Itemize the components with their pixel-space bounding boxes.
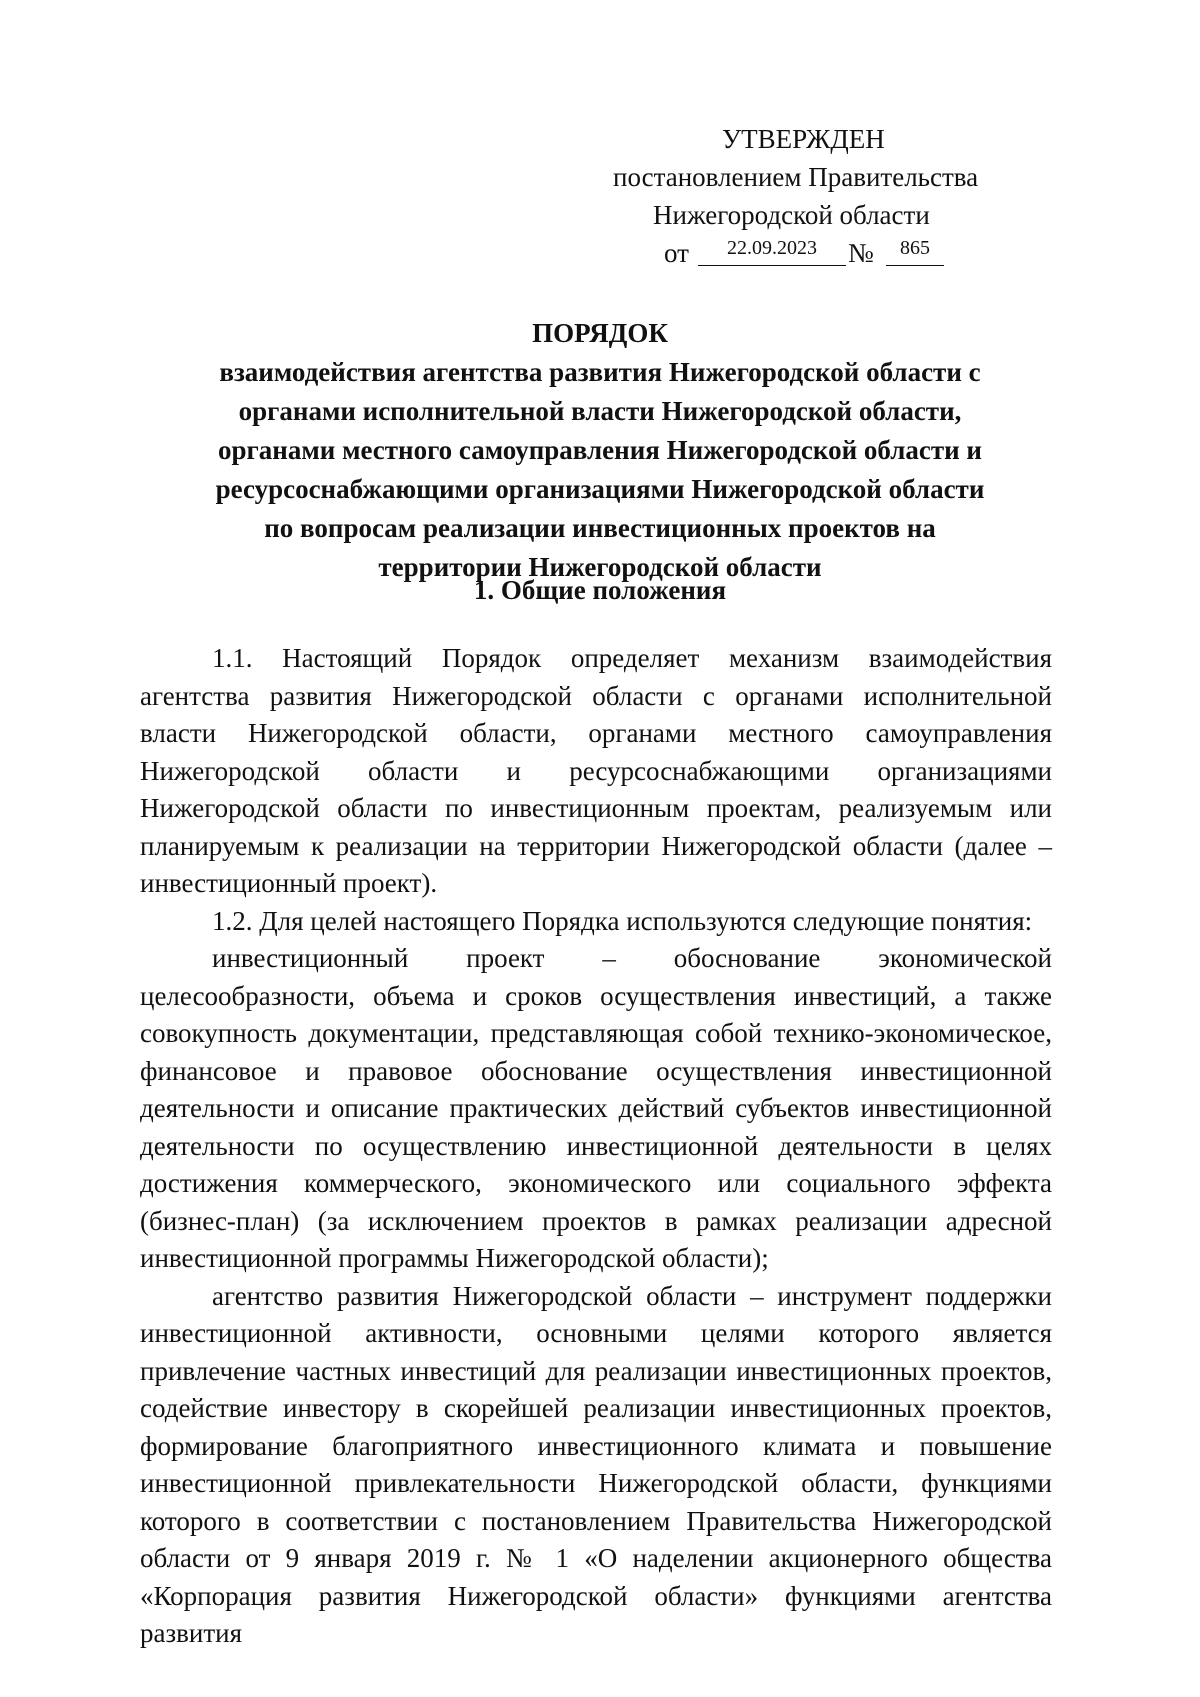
document-body — [140, 640, 1052, 1653]
approval-number: 865 — [886, 231, 944, 266]
title-line: территории Нижегородской области — [378, 552, 822, 582]
paragraph: инвестиционный проект – обоснование экономической целесообразности, объема и сроков осуществления инвестиций, а также совокупность документации, представляющая собой технико-экономическое, финансовое и правовое обоснование осуществления инвестиционной деятельности и описание практических действий субъектов инвестиционной деятельности по осуществлению инвестиционной деятельности в целях достижения коммерческого, экономического или социального эффекта (бизнес-план) (за исключением проектов в рамках реализации адресной инвестиционной программы Нижегородской области); — [140, 943, 1052, 1273]
paragraph: агентство развития Нижегородской области – инструмент поддержки инвестиционной активности, основными целями которого является привлечение частных инвестиций для реализации инвестиционных проектов, содействие инвестору в скорейшей реализации инвестиционных проектов, формирование благоприятного инвестиционного климата и повышение инвестиционной привлекательности Нижегородской области, функциями которого в соответствии с постановлением Правительства Нижегородской области от 9 января 2019 г. № 1 «О наделении акционерного общества «Корпорация развития Нижегородской области» функциями агентства развития — [140, 1280, 1052, 1648]
document-title-block — [140, 314, 1060, 587]
approval-by: постановлением Правительства — [613, 162, 979, 192]
title-line: взаимодействия агентства развития Нижегородской области с — [219, 357, 981, 387]
title-line: органами исполнительной власти Нижегородской области, — [238, 396, 962, 426]
approval-block — [580, 120, 1040, 272]
paragraph: 1.2. Для целей настоящего Порядка используются следующие понятия: — [212, 905, 1033, 936]
title-line: органами местного самоуправления Нижегородской области и — [218, 435, 982, 465]
approval-title: УТВЕРЖДЕН — [722, 124, 885, 154]
approval-date: 22.09.2023 — [698, 231, 846, 266]
paragraph: 1.1. Настоящий Порядок определяет механизм взаимодействия агентства развития Нижегородской области с органами исполнительной власти Нижегородской области, органами местного самоуправления Нижегородской области и ресурсоснабжающими организациями Нижегородской области по инвестиционным проектам, реализуемым или планируемым к реализации на территории Нижегородской области (далее – инвестиционный проект). — [140, 643, 1052, 898]
title-line: ресурсоснабжающими организациями Нижегородской области — [215, 474, 985, 504]
section-heading: 1. Общие положения — [473, 575, 727, 605]
approval-date-row — [580, 234, 1040, 272]
document-title: ПОРЯДОК — [532, 318, 668, 348]
title-line: по вопросам реализации инвестиционных проектов на — [264, 513, 936, 543]
approval-region: Нижегородской области — [653, 200, 930, 230]
number-prefix: № — [848, 238, 874, 268]
date-prefix: от — [664, 238, 689, 268]
